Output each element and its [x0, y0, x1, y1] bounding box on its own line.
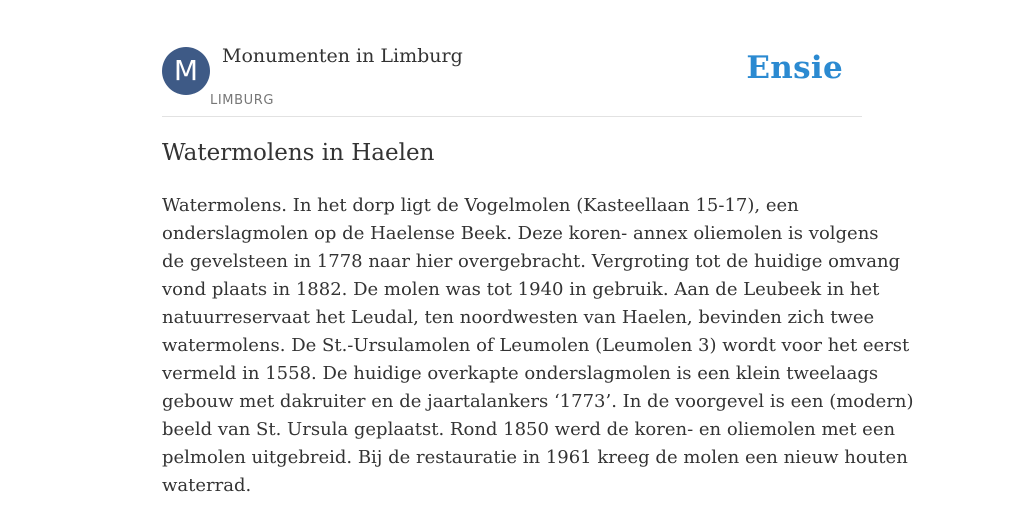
category-label[interactable]: LIMBURG [210, 93, 275, 108]
article-line: gebouw met dakruiter en de jaartalankers ‘1773’. In de voorgevel is een (modern) [162, 391, 914, 412]
article-line: natuurreservaat het Leudal, ten noordwesten van Haelen, bevinden zich twee [162, 307, 875, 328]
avatar[interactable]: M [162, 47, 210, 95]
header [162, 0, 862, 117]
article-line: watermolens. De St.-Ursulamolen of Leumolen (Leumolen 3) wordt voor het eerst [162, 335, 910, 356]
article-line: de gevelsteen in 1778 naar hier overgebracht. Vergroting tot de huidige omvang [162, 251, 901, 272]
article-line: vond plaats in 1882. De molen was tot 1940 in gebruik. Aan de Leubeek in het [162, 279, 880, 300]
article-line: pelmolen uitgebreid. Bij de restauratie in 1961 kreeg de molen een nieuw houten [162, 447, 908, 468]
article-line: Watermolens. In het dorp ligt de Vogelmolen (Kasteellaan 15-17), een [162, 195, 799, 216]
page-container [162, 0, 914, 496]
article-line: beeld van St. Ursula geplaatst. Rond 1850 werd de koren- en oliemolen met een [162, 419, 896, 440]
article-line: waterrad. [162, 475, 252, 496]
article-body [162, 192, 914, 500]
article-line: vermeld in 1558. De huidige overkapte onderslagmolen is een klein tweelaags [162, 363, 879, 384]
brand-logo[interactable]: Ensie [746, 50, 843, 86]
article-line: onderslagmolen op de Haelense Beek. Deze koren- annex oliemolen is volgens [162, 223, 879, 244]
site-title-link[interactable]: Monumenten in Limburg [222, 45, 463, 67]
page-title: Watermolens in Haelen [162, 140, 435, 166]
